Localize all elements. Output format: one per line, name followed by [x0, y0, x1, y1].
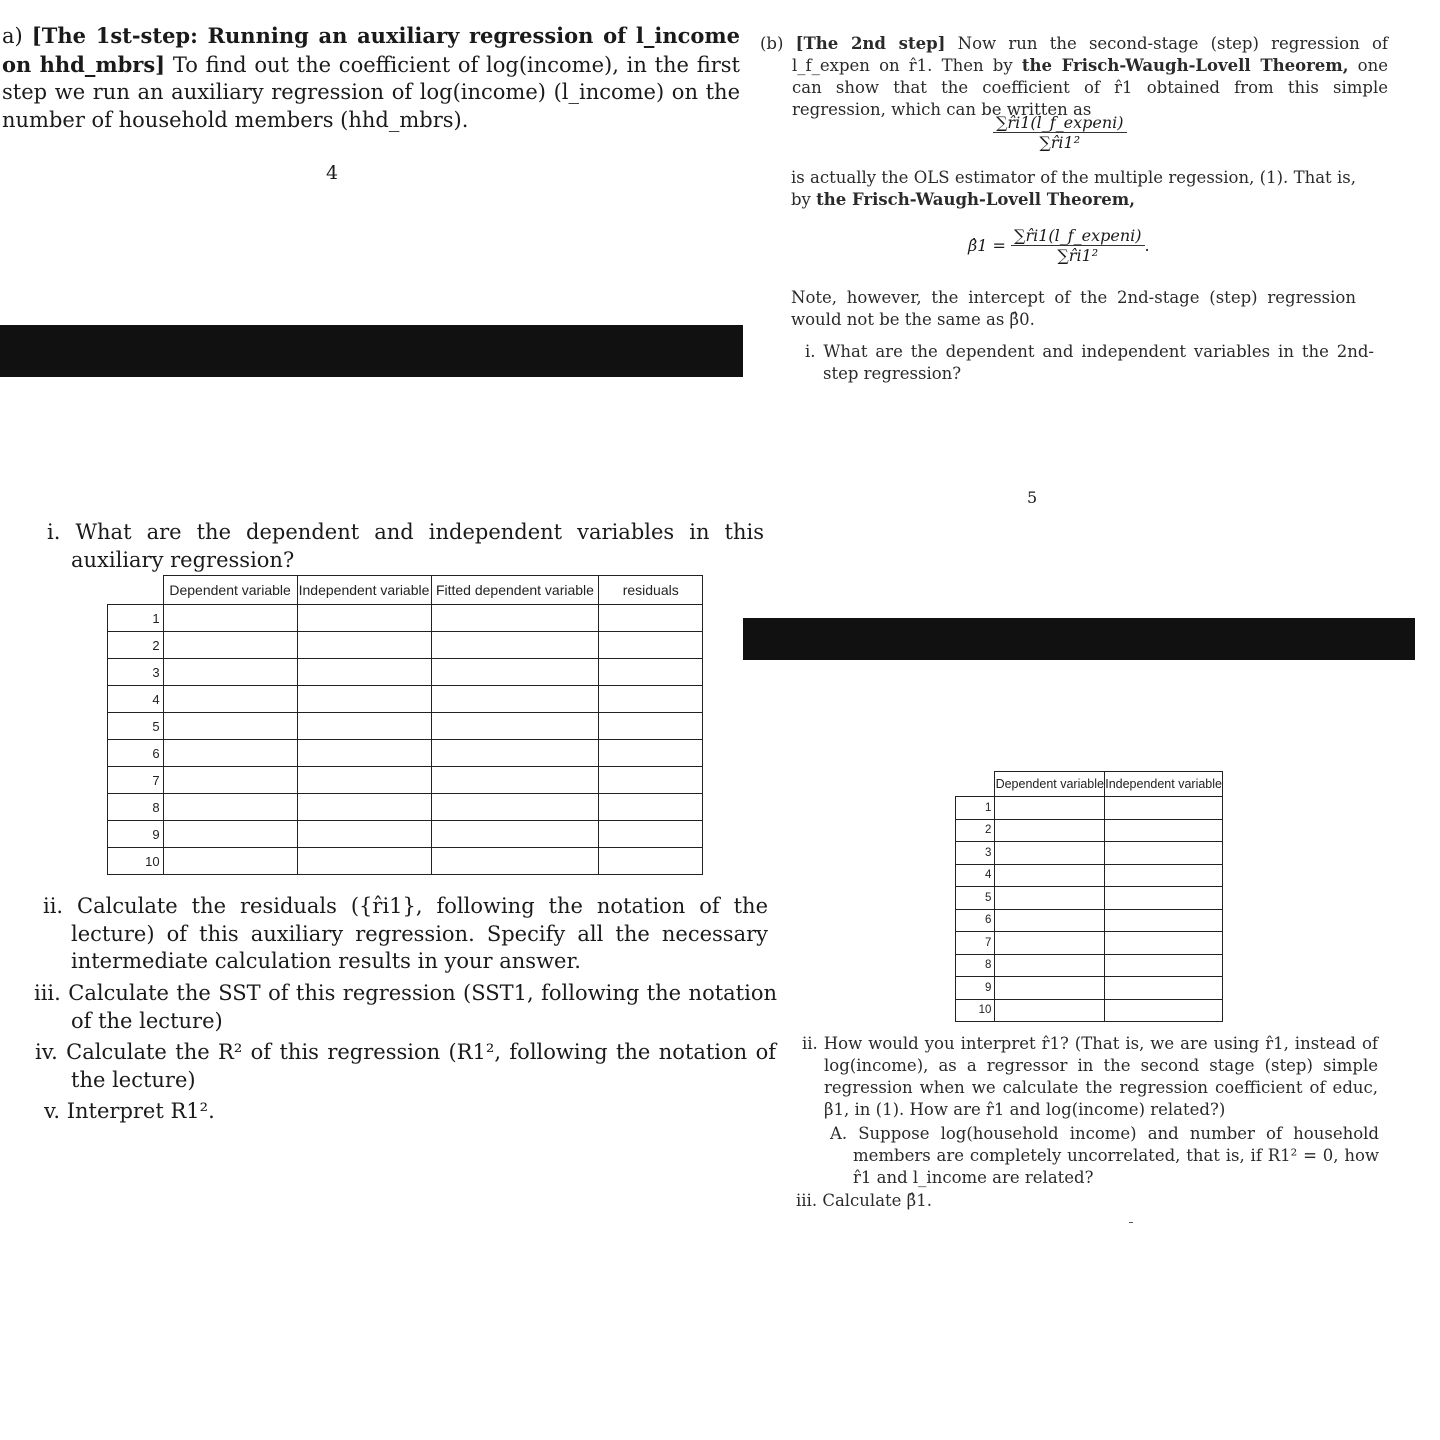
table-row: 10 [108, 848, 703, 875]
cell-input[interactable] [297, 740, 431, 767]
cell-input[interactable] [163, 686, 297, 713]
table-row: 5 [108, 713, 703, 740]
redaction-bar-right [743, 618, 1415, 660]
question-b-i: i. What are the dependent and independent variables in the 2nd-step regression? [805, 342, 1374, 383]
table-row: 4 [956, 864, 1223, 887]
col-header-dependent: Dependent variable [995, 772, 1105, 797]
cell-input[interactable] [1105, 887, 1223, 910]
formula-ratio-1: $\frac{\text{∑r̂i1(l\_f\_expeni)}}{\text{∑r̂i1²}}$ [993, 113, 1127, 152]
table-row: 7 [108, 767, 703, 794]
cell-input[interactable] [431, 605, 599, 632]
cell-input[interactable] [1105, 909, 1223, 932]
cell-input[interactable] [599, 632, 703, 659]
cell-input[interactable] [431, 686, 599, 713]
part-b-intro: (b) [The 2nd step] Now run the second-stage (step) regression of l_f_expen on r̂1. Then by the Frisch-Waugh-Lovell Theorem, one can show that the coefficient of r̂1 obtained from this simple regression, which can be written as [760, 34, 1388, 119]
cell-input[interactable] [599, 713, 703, 740]
cell-input[interactable] [995, 819, 1105, 842]
table-row: 3 [956, 842, 1223, 865]
cell-input[interactable] [1105, 954, 1223, 977]
cell-input[interactable] [995, 887, 1105, 910]
table-row: 1 [108, 605, 703, 632]
cell-input[interactable] [599, 740, 703, 767]
part-a-label: a) [2, 24, 23, 48]
part-b-label: (b) [760, 34, 784, 53]
col-header-residuals: residuals [599, 576, 703, 605]
cell-input[interactable] [431, 740, 599, 767]
table-row: 8 [956, 954, 1223, 977]
col-header-dependent: Dependent variable [163, 576, 297, 605]
cell-input[interactable] [1105, 842, 1223, 865]
cell-input[interactable] [163, 605, 297, 632]
cell-input[interactable] [431, 632, 599, 659]
table-row: 7 [956, 932, 1223, 955]
question-a-i: i. What are the dependent and independent variables in this auxiliary regression? [47, 520, 764, 572]
auxiliary-regression-table [107, 575, 703, 875]
fwl-theorem: the Frisch-Waugh-Lovell Theorem, [1021, 56, 1349, 75]
cell-input[interactable] [995, 842, 1105, 865]
part-b-note: Note, however, the intercept of the 2nd-stage (step) regression would not be the same as β̂0. [791, 288, 1356, 329]
cell-input[interactable] [1105, 864, 1223, 887]
cell-input[interactable] [431, 794, 599, 821]
cell-input[interactable] [163, 821, 297, 848]
cell-input[interactable] [163, 740, 297, 767]
cell-input[interactable] [599, 821, 703, 848]
cell-input[interactable] [1105, 999, 1223, 1022]
cell-input[interactable] [995, 999, 1105, 1022]
cell-input[interactable] [297, 767, 431, 794]
table-row: 10 [956, 999, 1223, 1022]
cell-input[interactable] [431, 821, 599, 848]
second-step-table [955, 771, 1223, 1022]
question-b-iii: iii. Calculate β̂1. [796, 1191, 932, 1210]
col-header-independent: Independent variable [297, 576, 431, 605]
table-row: 6 [956, 909, 1223, 932]
table-row: 2 [956, 819, 1223, 842]
cell-input[interactable] [297, 713, 431, 740]
cell-input[interactable] [995, 909, 1105, 932]
cell-input[interactable] [297, 794, 431, 821]
question-b-ii: ii. How would you interpret r̂1? (That is, we are using r̂1, instead of log(income), as a regressor in the second stage (step) simple regression when we calculate the regression coefficient of educ, β1, in (1). How are r̂1 and log(income) related?) [802, 1034, 1378, 1119]
cell-input[interactable] [297, 848, 431, 875]
part-a-title: [The 1st-step: Running an auxiliary regression of l_income on hhd_mbrs] [2, 23, 740, 77]
cell-input[interactable] [1105, 932, 1223, 955]
cell-input[interactable] [431, 713, 599, 740]
table-row: 1 [956, 797, 1223, 820]
cell-input[interactable] [297, 659, 431, 686]
question-a-iii: iii. Calculate the SST of this regression (SST1, following the notation of the lecture) [34, 981, 777, 1033]
stray-mark [1129, 1222, 1133, 1223]
table-corner [108, 576, 164, 605]
table-row: 9 [108, 821, 703, 848]
cell-input[interactable] [599, 659, 703, 686]
cell-input[interactable] [1105, 819, 1223, 842]
question-a-v: v. Interpret R1². [44, 1099, 215, 1123]
table-corner [956, 772, 995, 797]
table-row: 5 [956, 887, 1223, 910]
cell-input[interactable] [163, 848, 297, 875]
cell-input[interactable] [599, 767, 703, 794]
part-a-intro [2, 22, 740, 134]
col-header-independent: Independent variable [1105, 772, 1223, 797]
cell-input[interactable] [297, 821, 431, 848]
table-row: 9 [956, 977, 1223, 1000]
part-b-mid: is actually the OLS estimator of the multiple regession, (1). That is, by the Frisch-Waugh-Lovell Theorem, [791, 168, 1356, 209]
question-a-iv: iv. Calculate the R² of this regression (R1², following the notation of the lecture) [35, 1040, 776, 1092]
question-b-ii-A: A. Suppose log(household income) and number of household members are completely uncorrelated, that is, if R1² = 0, how r̂1 and l_income are related? [830, 1124, 1379, 1187]
cell-input[interactable] [163, 659, 297, 686]
cell-input[interactable] [1105, 977, 1223, 1000]
table-row: 2 [108, 632, 703, 659]
cell-input[interactable] [163, 794, 297, 821]
cell-input[interactable] [995, 932, 1105, 955]
question-a-ii: ii. Calculate the residuals ({r̂i1}, following the notation of the lecture) of this auxiliary regression. Specify all the necessary intermediate calculation results in your answer. [43, 894, 768, 973]
cell-input[interactable] [995, 954, 1105, 977]
cell-input[interactable] [297, 686, 431, 713]
part-b-title: [The 2nd step] [795, 34, 946, 53]
cell-input[interactable] [163, 767, 297, 794]
formula-beta1: β̂1 = $\frac{\text{∑r̂i1(l\_f\_expeni)}}{\text{∑r̂i1²}}$ . [968, 226, 1150, 265]
cell-input[interactable] [995, 797, 1105, 820]
cell-input[interactable] [431, 848, 599, 875]
table-row: 8 [108, 794, 703, 821]
cell-input[interactable] [599, 848, 703, 875]
page-number-5: 5 [1027, 488, 1038, 507]
col-header-fitted: Fitted dependent variable [431, 576, 599, 605]
cell-input[interactable] [163, 713, 297, 740]
table-row: 4 [108, 686, 703, 713]
cell-input[interactable] [431, 659, 599, 686]
cell-input[interactable] [431, 767, 599, 794]
table-row: 6 [108, 740, 703, 767]
cell-input[interactable] [297, 632, 431, 659]
redaction-bar-left [0, 325, 743, 377]
cell-input[interactable] [995, 977, 1105, 1000]
cell-input[interactable] [599, 794, 703, 821]
cell-input[interactable] [599, 686, 703, 713]
part-a-intro-text: To find out the coefficient of log(income), in the first step we run an auxiliary regression of log(income) (l_income) on the number of household members (hhd_mbrs). [2, 52, 740, 132]
cell-input[interactable] [163, 632, 297, 659]
page-number-4: 4 [326, 162, 339, 184]
cell-input[interactable] [297, 605, 431, 632]
cell-input[interactable] [995, 864, 1105, 887]
cell-input[interactable] [1105, 797, 1223, 820]
cell-input[interactable] [599, 605, 703, 632]
table-row: 3 [108, 659, 703, 686]
